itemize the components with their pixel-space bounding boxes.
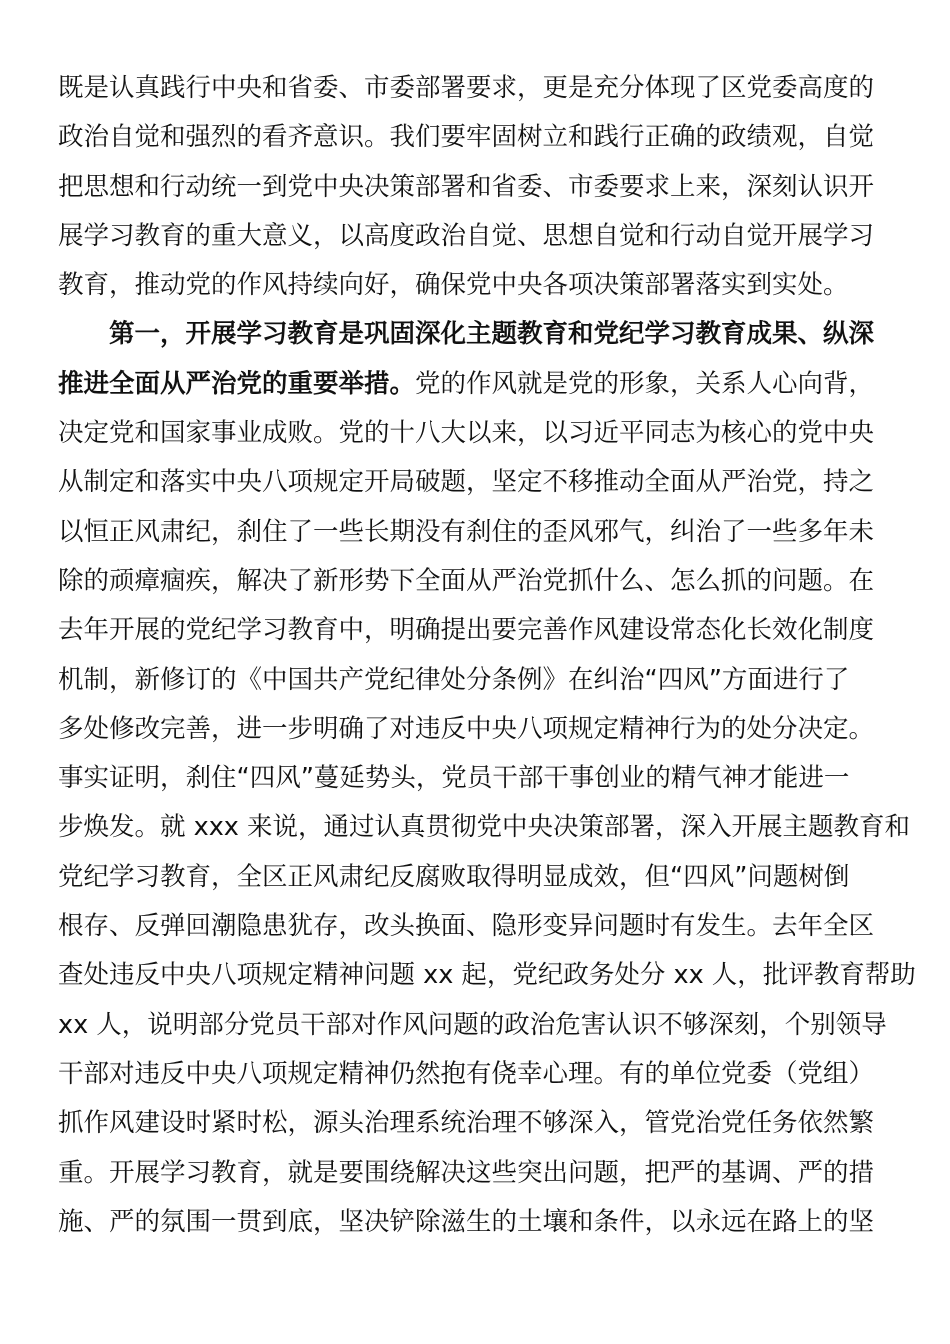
text-line: 政治自觉和强烈的看齐意识。我们要牢固树立和践行正确的政绩观，自觉 [58,122,875,153]
text-line: 展学习教育的重大意义，以高度政治自觉、思想自觉和行动自觉开展学习 [58,220,875,251]
text-line: 党纪学习教育，全区正风肃纪反腐败取得明显成效，但“四风”问题树倒 [58,861,850,892]
text-line: 教育，推动党的作风持续向好，确保党中央各项决策部署落实到实处。 [58,270,849,301]
text-line: 机制，新修订的《中国共产党纪律处分条例》在纠治“四风”方面进行了 [58,664,850,695]
text-line: 除的顽瘴痼疾，解决了新形势下全面从严治党抓什么、怎么抓的问题。在 [58,565,875,596]
text-line: 根存、反弹回潮隐患犹存，改头换面、隐形变异问题时有发生。去年全区 [58,911,875,942]
text-line: 把思想和行动统一到党中央决策部署和省委、市委要求上来，深刻认识开 [58,171,875,202]
text-line: 多处修改完善，进一步明确了对违反中央八项规定精神行为的处分决定。 [58,713,875,744]
text-line: 抓作风建设时紧时松，源头治理系统治理不够深入，管党治党任务依然繁 [58,1108,875,1139]
text-line [58,360,898,409]
text-line: 从制定和落实中央八项规定开局破题，坚定不移推动全面从严治党，持之 [58,467,875,498]
text-line: 事实证明，刹住“四风”蔓延势头，党员干部干事创业的精气神才能进一 [58,763,850,794]
text-line: 决定党和国家事业成败。党的十八大以来，以习近平同志为核心的党中央 [58,418,875,449]
text-line: 施、严的氛围一贯到底，坚决铲除滋生的土壤和条件，以永远在路上的坚 [58,1206,875,1237]
text-line: 以恒正风肃纪，刹住了一些长期没有刹住的歪风邪气，纠治了一些多年未 [58,516,875,547]
text-line: 去年开展的党纪学习教育中，明确提出要完善作风建设常态化长效化制度 [58,615,875,646]
text-line: 步焕发。就 xxx 来说，通过认真贯彻党中央决策部署，深入开展主题教育和 [58,812,910,843]
section-heading: 第一，开展学习教育是巩固深化主题教育和党纪学习教育成果、纵深 [109,319,875,350]
text-line: 干部对违反中央八项规定精神仍然抱有侥幸心理。有的单位党委（党组） [58,1058,875,1089]
text-line: 重。开展学习教育，就是要围绕解决这些突出问题，把严的基调、严的措 [58,1157,875,1188]
text-line: 查处违反中央八项规定精神问题 xx 起，党纪政务处分 xx 人，批评教育帮助 [58,960,916,991]
text-line: 既是认真践行中央和省委、市委部署要求，更是充分体现了区党委高度的 [58,73,875,103]
text-line-rest: 党的作风就是党的形象，关系人心向背， [415,368,875,399]
section-heading-continuation: 推进全面从严治党的重要举措。 [58,368,416,399]
text-line: xx 人，说明部分党员干部对作风问题的政治危害认识不够深刻，个别领导 [58,1009,887,1040]
document-body [58,64,916,1247]
